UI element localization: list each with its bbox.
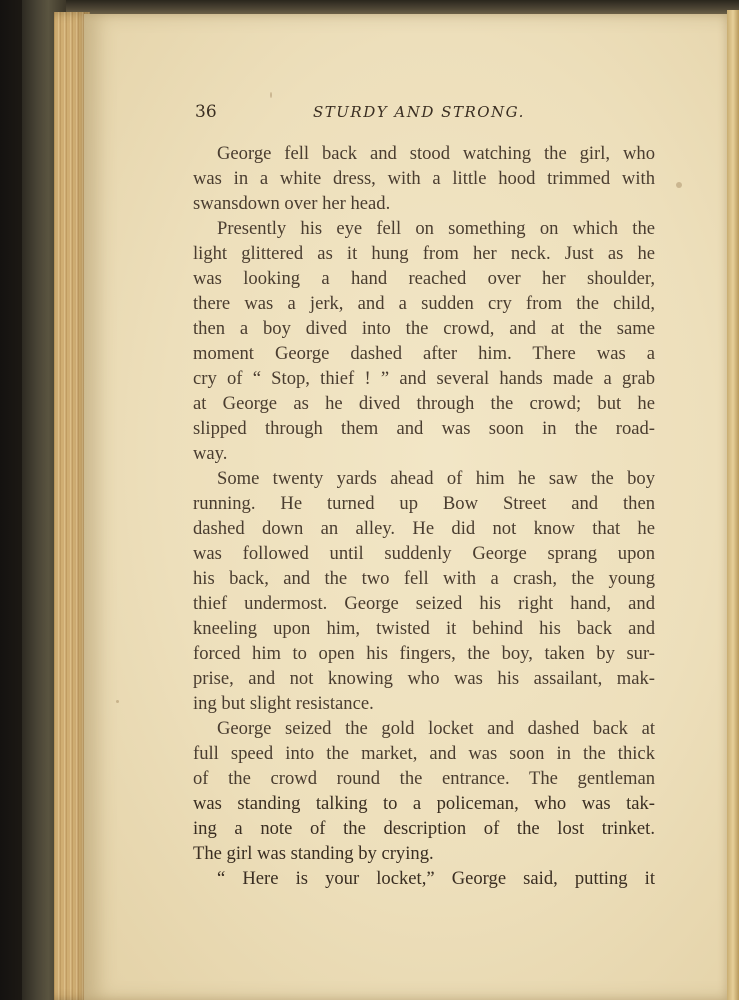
text-line: swansdown over her head. (193, 193, 391, 214)
paper-speck (270, 92, 272, 98)
text-line: forced him to open his fingers, the boy, taken by sur- (193, 643, 655, 664)
text-line: George fell back and stood watching the girl, who (217, 143, 655, 164)
text-line: was looking a hand reached over her shoulder, (193, 268, 655, 289)
text-line: was in a white dress, with a little hood trimmed with (193, 168, 655, 189)
page-header (195, 102, 655, 126)
book-cover-top (40, 0, 739, 14)
text-line: his back, and the two fell with a crash, the young (193, 568, 655, 589)
text-line: way. (193, 443, 228, 464)
text-line: at George as he dived through the crowd; but he (193, 393, 655, 414)
paper-speck (116, 700, 119, 703)
text-line: George seized the gold locket and dashed back at (217, 718, 655, 739)
text-line: prise, and not knowing who was his assailant, mak- (193, 668, 655, 689)
text-line: kneeling upon him, twisted it behind his back and (193, 618, 655, 639)
text-line: slipped through them and was soon in the road- (193, 418, 655, 439)
text-line: Some twenty yards ahead of him he saw the boy (217, 468, 655, 489)
next-page-edge (727, 10, 739, 1000)
text-line: dashed down an alley. He did not know that he (193, 518, 655, 539)
text-line: ing a note of the description of the lost trinket. (193, 818, 655, 839)
body-text (193, 141, 655, 891)
running-head: STURDY AND STRONG. (313, 103, 525, 121)
text-line: cry of “ Stop, thief ! ” and several hands made a grab (193, 368, 655, 389)
text-line: “ Here is your locket,” George said, putting it (217, 868, 655, 889)
text-line: The girl was standing by crying. (193, 843, 434, 864)
text-line: there was a jerk, and a sudden cry from the child, (193, 293, 655, 314)
text-line: ing but slight resistance. (193, 693, 374, 714)
text-line: was followed until suddenly George sprang upon (193, 543, 655, 564)
text-line: was standing talking to a policeman, who was tak- (193, 793, 655, 814)
page-number: 36 (195, 102, 217, 122)
text-line: of the crowd round the entrance. The gentleman (193, 768, 655, 789)
paper-speck (676, 182, 682, 188)
text-line: moment George dashed after him. There was a (193, 343, 655, 364)
text-line: Presently his eye fell on something on which the (217, 218, 655, 239)
text-line: full speed into the market, and was soon in the thick (193, 743, 655, 764)
text-line: then a boy dived into the crowd, and at the same (193, 318, 655, 339)
text-line: light glittered as it hung from her neck. Just as he (193, 243, 655, 264)
text-line: running. He turned up Bow Street and then (193, 493, 655, 514)
text-line: thief undermost. George seized his right hand, and (193, 593, 655, 614)
